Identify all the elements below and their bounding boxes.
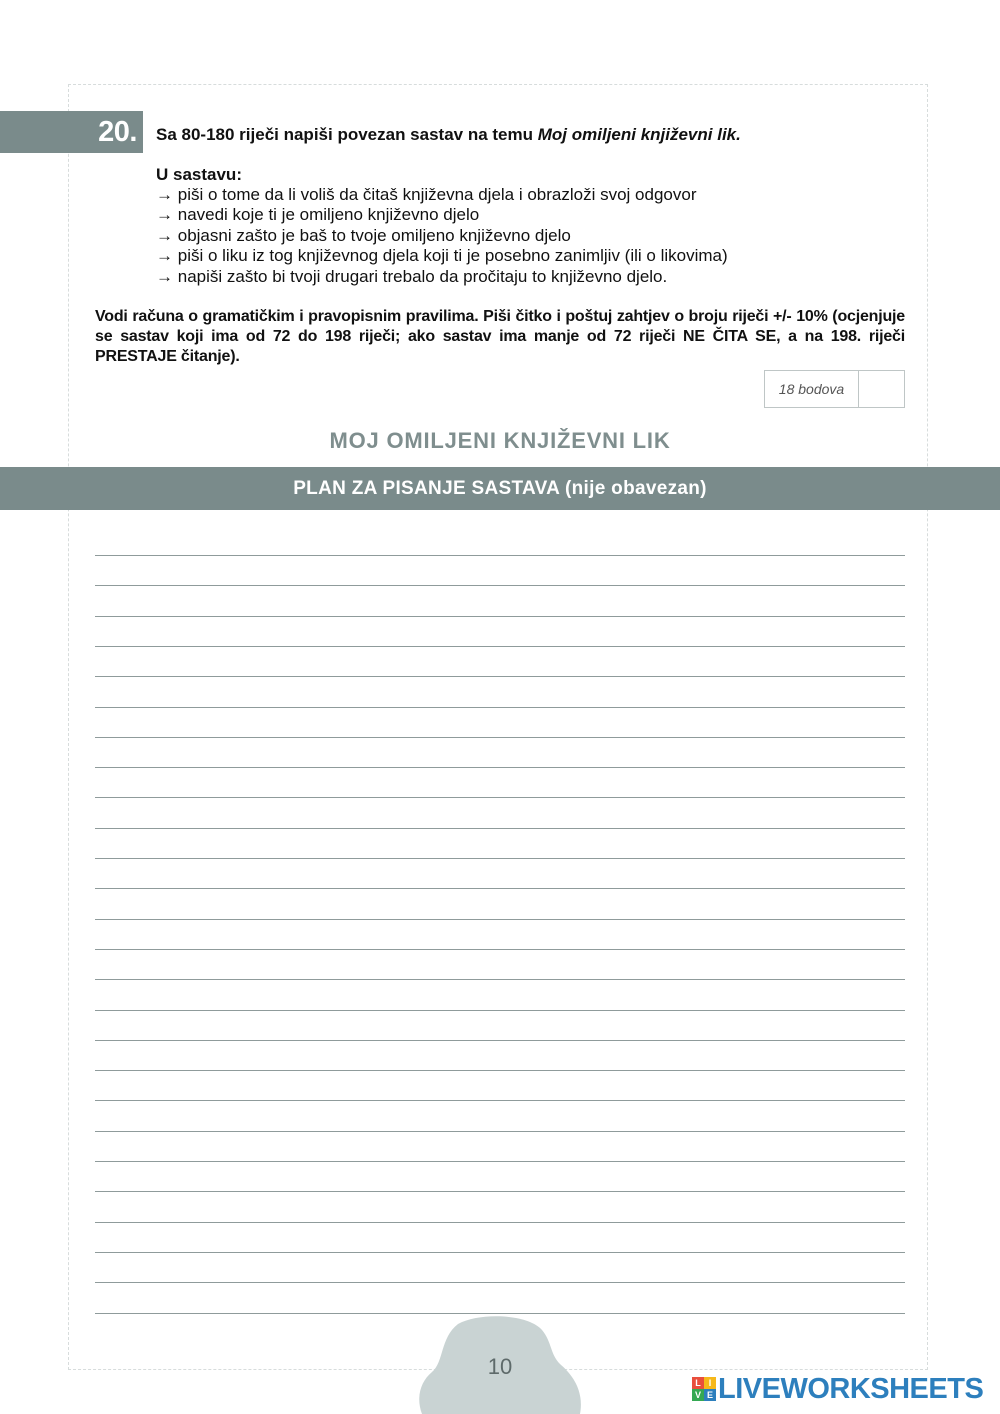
writing-line[interactable] [95, 555, 905, 556]
writing-line[interactable] [95, 828, 905, 829]
writing-line[interactable] [95, 1161, 905, 1162]
task-prompt-text: Sa 80-180 riječi napiši povezan sastav na temu [156, 125, 538, 144]
writing-line[interactable] [95, 888, 905, 889]
writing-line[interactable] [95, 979, 905, 980]
essay-title: MOJ OMILJENI KNJIŽEVNI LIK [329, 428, 671, 453]
writing-line[interactable] [95, 797, 905, 798]
task-prompt [156, 124, 916, 146]
writing-line[interactable] [95, 646, 905, 647]
task-number-band [0, 111, 143, 153]
writing-line[interactable] [95, 949, 905, 950]
page-number: 10 [487, 1354, 513, 1379]
task-number: 20. [98, 116, 137, 148]
writing-line[interactable] [95, 737, 905, 738]
task-prompt-topic: Moj omiljeni književni lik. [537, 125, 741, 144]
writing-line[interactable] [95, 1252, 905, 1253]
writing-line[interactable] [95, 1100, 905, 1101]
writing-line[interactable] [95, 585, 905, 586]
score-input[interactable] [859, 371, 904, 407]
instructions-list [156, 185, 728, 287]
grading-note: Vodi računa o gramatičkim i pravopisnim pravilima. Piši čitko i poštuj zahtjev o broju riječi +/- 10% (ocjenjuje se sastav koji ima od 72 do 198 riječi; ako sastav ima manje od 72 riječi NE ČITA SE, a na 198. riječi PRESTAJE čitanje). [95, 308, 905, 365]
brand-mark-letter: V [692, 1389, 704, 1401]
writing-line[interactable] [95, 676, 905, 677]
writing-line[interactable] [95, 1222, 905, 1223]
instruction-item: → napiši zašto bi tvoji drugari trebalo da pročitaju to književno djelo. [156, 267, 728, 287]
writing-line[interactable] [95, 767, 905, 768]
brand-name: LIVEWORKSHEETS [718, 1372, 984, 1405]
plan-header: PLAN ZA PISANJE SASTAVA (nije obavezan) [0, 467, 1000, 510]
brand-mark-letter: I [704, 1377, 716, 1389]
writing-line[interactable] [95, 1131, 905, 1132]
writing-line[interactable] [95, 1282, 905, 1283]
writing-line[interactable] [95, 707, 905, 708]
instruction-item: → piši o tome da li voliš da čitaš književna djela i obrazloži svoj odgovor [156, 185, 728, 205]
score-box [764, 370, 905, 408]
instruction-item: → piši o liku iz tog književnog djela koji ti je posebno zanimljiv (ili o likovima) [156, 246, 728, 266]
writing-line[interactable] [95, 919, 905, 920]
score-label: 18 bodova [765, 371, 859, 407]
brand-logo[interactable] [692, 1372, 983, 1406]
writing-line[interactable] [95, 858, 905, 859]
writing-line[interactable] [95, 616, 905, 617]
brand-mark-letter: L [692, 1377, 704, 1389]
writing-line[interactable] [95, 1191, 905, 1192]
brand-mark-icon [692, 1377, 716, 1401]
brand-mark-letter: E [704, 1389, 716, 1401]
writing-line[interactable] [95, 1070, 905, 1071]
writing-line[interactable] [95, 1010, 905, 1011]
writing-line[interactable] [95, 1040, 905, 1041]
writing-line[interactable] [95, 1313, 905, 1314]
instruction-item: → navedi koje ti je omiljeno književno djelo [156, 205, 728, 225]
instructions-heading: U sastavu: [156, 165, 242, 184]
instruction-item: → objasni zašto je baš to tvoje omiljeno književno djelo [156, 226, 728, 246]
